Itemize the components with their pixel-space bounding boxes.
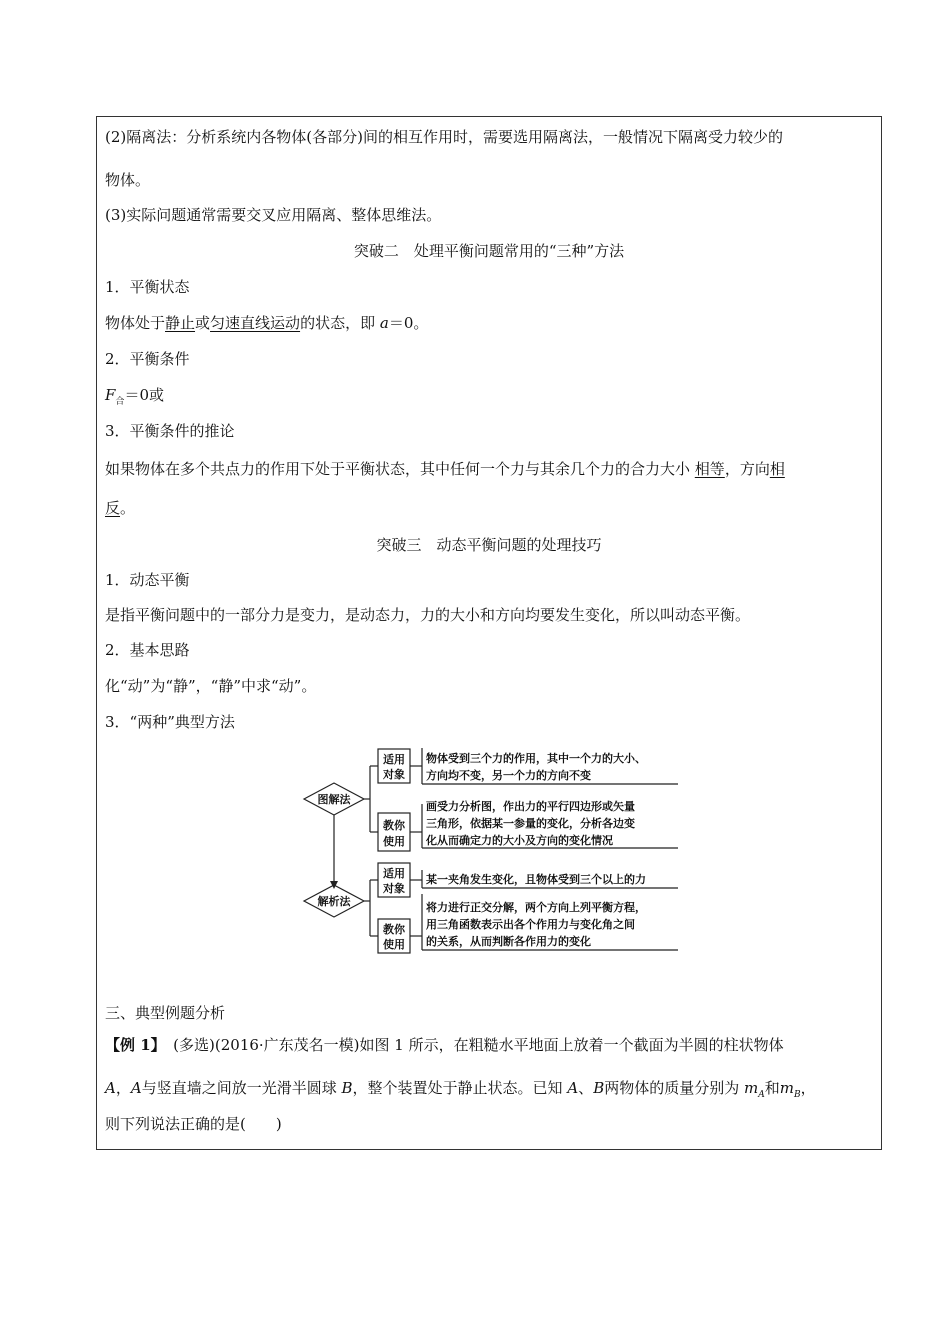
item-dynamic-text: 是指平衡问题中的一部分力是变力，是动态力，力的大小和方向均要发生变化，所以叫动态平衡。 — [105, 606, 751, 624]
label-graphic-method: 图解法 — [317, 793, 351, 806]
underline-opposite-a: 相 — [769, 460, 785, 478]
item-equilibrium-condition-title: 2．平衡条件 — [105, 350, 190, 368]
m1-teach-label-1: 教你 — [383, 819, 405, 832]
item-dynamic-title: 1．动态平衡 — [105, 571, 190, 589]
item-corollary-text: 如果物体在多个共点力的作用下处于平衡状态，其中任何一个力与其余几个力的合力大小 相等，方向相 — [105, 460, 785, 478]
m2-teach-label-2: 使用 — [383, 938, 405, 951]
m1-apply-label-1: 适用 — [383, 753, 405, 766]
m1-apply-text-2: 方向均不变，另一个力的方向不变 — [426, 769, 591, 782]
underline-static: 静止 — [165, 314, 196, 332]
arrow-head — [330, 881, 338, 889]
m1-apply-text-1: 物体受到三个力的作用，其中一个力的大小、 — [426, 752, 646, 765]
section-heading-examples: 三、典型例题分析 — [105, 1004, 226, 1022]
paragraph-isolation: (2)隔离法：分析系统内各物体(各部分)间的相互作用时，需要选用隔离法，一般情况下隔离受力较少的 — [105, 128, 783, 146]
m1-teach-text-2: 三角形，依据某一参量的变化，分析各边变 — [426, 817, 635, 830]
item-corollary-title: 3．平衡条件的推论 — [105, 422, 235, 440]
section-heading-three: 突破三 动态平衡问题的处理技巧 — [376, 536, 602, 554]
paragraph-cross-apply: (3)实际问题通常需要交叉应用隔离、整体思维法。 — [105, 206, 442, 224]
m2-teach-text-3: 的关系，从而判断各作用力的变化 — [426, 935, 591, 948]
example-line-2: A，A与竖直墙之间放一光滑半圆球 B，整个装置处于静止状态。已知 A、B两物体的质量分别为 $m_A$和$m_B$， — [105, 1079, 816, 1100]
item-equilibrium-state-text: 物体处于静止或匀速直线运动的状态，即 a＝0。 — [105, 314, 429, 332]
underline-equal: 相等 — [694, 460, 725, 478]
item-equilibrium-state-title: 1．平衡状态 — [105, 278, 190, 296]
m1-teach-label-2: 使用 — [383, 835, 405, 848]
example-tag: 【例 1】 — [105, 1036, 159, 1054]
m2-teach-text-1: 将力进行正交分解，两个方向上列平衡方程， — [426, 901, 646, 914]
m2-apply-label-1: 适用 — [383, 867, 405, 880]
m2-apply-label-2: 对象 — [383, 882, 405, 895]
item-approach-text: 化“动”为“静”，“静”中求“动”。 — [105, 677, 317, 695]
m1-teach-text-1: 画受力分析图，作出力的平行四边形或矢量 — [426, 800, 635, 813]
paragraph-isolation-cont: 物体。 — [105, 171, 151, 189]
m2-teach-label-1: 教你 — [383, 923, 405, 936]
item-approach-title: 2．基本思路 — [105, 641, 190, 659]
m2-teach-text-2: 用三角函数表示出各个作用力与变化角之间 — [426, 918, 635, 931]
item-corollary-text-cont: 反。 — [105, 499, 136, 517]
section-heading-two: 突破二 处理平衡问题常用的“三种”方法 — [353, 242, 625, 260]
content-frame — [96, 116, 882, 1150]
m1-apply-label-2: 对象 — [383, 768, 405, 781]
methods-diagram — [302, 742, 682, 954]
example-line-1: 【例 1】 (多选)(2016·广东茂名一模)如图 1 所示，在粗糙水平地面上放着一个截面为半圆的柱状物体 — [105, 1036, 784, 1054]
m1-teach-text-3: 化从而确定力的大小及方向的变化情况 — [426, 834, 613, 847]
m2-apply-text-1: 某一夹角发生变化，且物体受到三个以上的力 — [426, 873, 646, 886]
underline-uniform-motion: 匀速直线运动 — [210, 314, 301, 332]
item-methods-title: 3．“两种”典型方法 — [105, 713, 235, 731]
label-analytic-method: 解析法 — [317, 895, 351, 908]
example-line-3: 则下列说法正确的是( ) — [105, 1115, 282, 1133]
underline-opposite-b: 反 — [105, 499, 121, 517]
item-equilibrium-condition-formula: $F_合=0$或 — [105, 386, 164, 407]
